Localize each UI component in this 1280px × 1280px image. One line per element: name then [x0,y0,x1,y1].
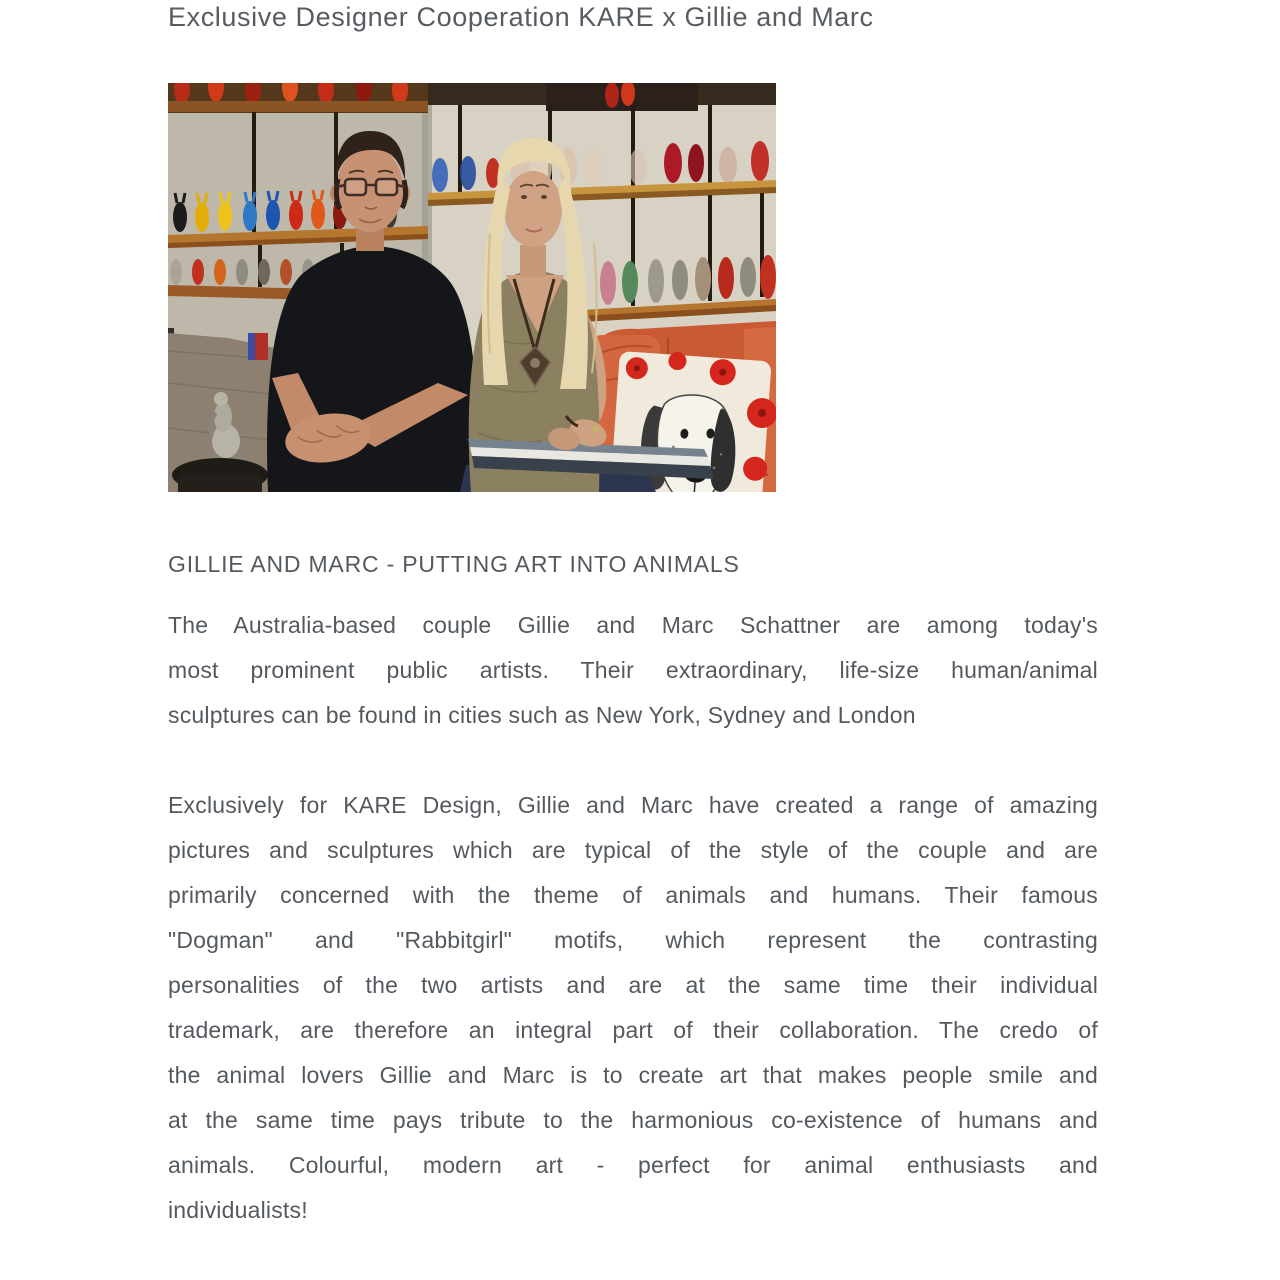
text-line: at the same time pays tribute to the harmonious co-existence of humans and [168,1107,1098,1133]
text-line: sculptures can be found in cities such as New York, Sydney and London [168,702,916,728]
paragraph-intro [168,603,1098,738]
studio-photo-illustration [168,83,776,492]
text-line: most prominent public artists. Their extraordinary, life-size human/animal [168,657,1098,683]
text-line: trademark, are therefore an integral part of their collaboration. The credo of [168,1017,1098,1043]
section-heading: GILLIE AND MARC - PUTTING ART INTO ANIMALS [168,551,740,577]
text-line: The Australia-based couple Gillie and Marc Schattner are among today's [168,612,1098,638]
text-line: individualists! [168,1197,308,1223]
text-line: pictures and sculptures which are typical of the style of the couple and are [168,837,1098,863]
text-line: animals. Colourful, modern art - perfect for animal enthusiasts and [168,1152,1098,1178]
text-line: primarily concerned with the theme of animals and humans. Their famous [168,882,1098,908]
page-title: Exclusive Designer Cooperation KARE x Gillie and Marc [168,2,874,32]
text-line: the animal lovers Gillie and Marc is to create art that makes people smile and [168,1062,1098,1088]
text-line: "Dogman" and "Rabbitgirl" motifs, which represent the contrasting [168,927,1098,953]
hero-photo [168,83,776,492]
text-line: personalities of the two artists and are at the same time their individual [168,972,1098,998]
text-line: Exclusively for KARE Design, Gillie and Marc have created a range of amazing [168,792,1098,818]
paragraph-details [168,783,1098,1233]
